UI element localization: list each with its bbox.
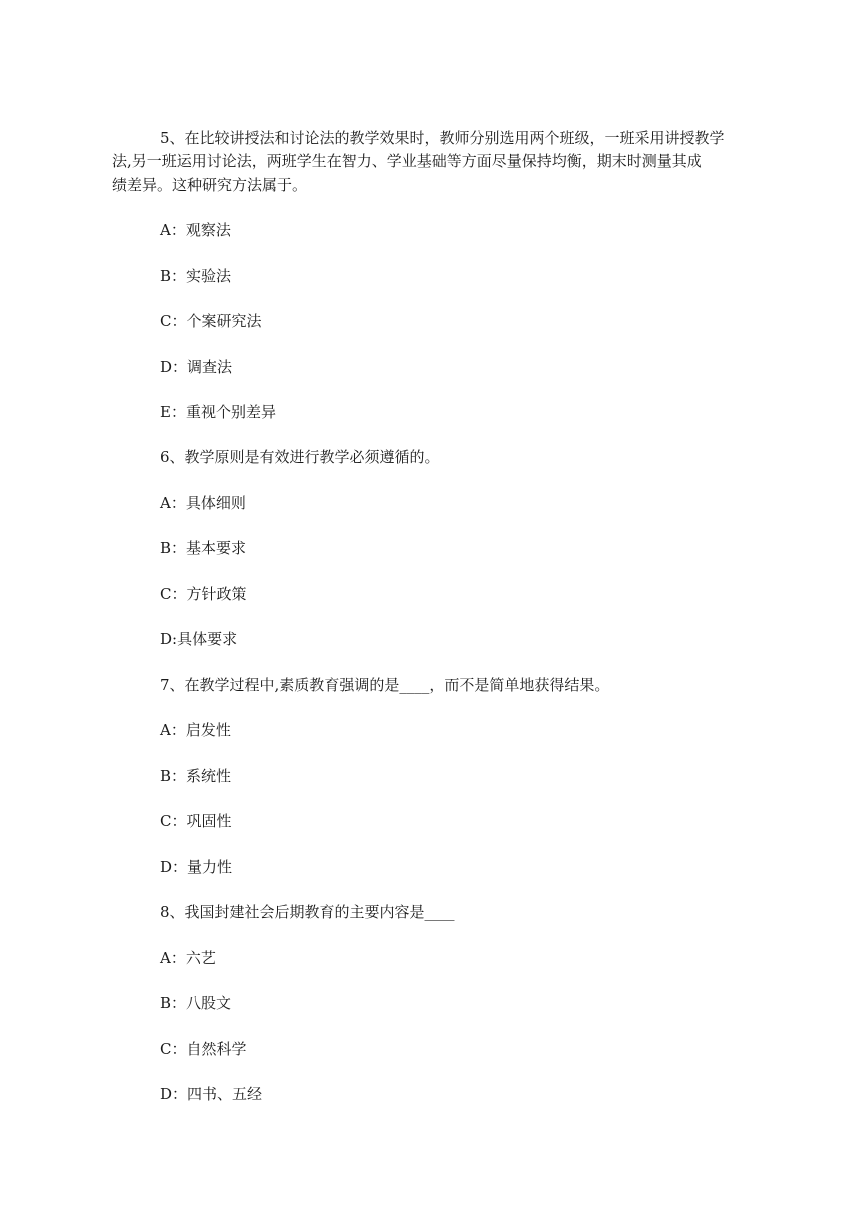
question-7-option-b: B：系统性 xyxy=(160,767,232,785)
question-5-stem-line-3: 绩差异。这种研究方法属于。 xyxy=(112,176,308,194)
question-8-option-a: A：六艺 xyxy=(160,949,216,967)
question-7-option-d: D：量力性 xyxy=(160,858,233,876)
question-8-option-b: B：八股文 xyxy=(160,994,232,1012)
question-6-option-c: C：方针政策 xyxy=(160,585,247,603)
question-7-stem: 7、在教学过程中,素质教育强调的是____，而不是简单地获得结果。 xyxy=(160,676,610,694)
question-7-option-c: C：巩固性 xyxy=(160,812,232,830)
question-6-option-d: D:具体要求 xyxy=(160,630,238,648)
question-5-stem-line-1: 5、在比较讲授法和讨论法的教学效果时，教师分别选用两个班级，一班采用讲授教学 xyxy=(160,129,725,147)
question-6-stem: 6、教学原则是有效进行教学必须遵循的。 xyxy=(160,448,440,466)
question-8-stem: 8、我国封建社会后期教育的主要内容是____ xyxy=(160,903,455,921)
question-7-option-a: A：启发性 xyxy=(160,721,231,739)
question-8-option-c: C：自然科学 xyxy=(160,1040,247,1058)
question-5-option-a: A：观察法 xyxy=(160,221,231,239)
question-5-option-b: B：实验法 xyxy=(160,267,232,285)
question-5-option-e: E：重视个别差异 xyxy=(160,403,276,421)
question-5-option-c: C：个案研究法 xyxy=(160,312,262,330)
question-5-option-d: D：调查法 xyxy=(160,358,233,376)
question-6-option-a: A：具体细则 xyxy=(160,494,246,512)
question-6-option-b: B：基本要求 xyxy=(160,539,247,557)
question-8-option-d: D：四书、五经 xyxy=(160,1085,263,1103)
question-5-stem-line-2: 法,另一班运用讨论法，两班学生在智力、学业基础等方面尽量保持均衡，期末时测量其成 xyxy=(112,152,702,170)
